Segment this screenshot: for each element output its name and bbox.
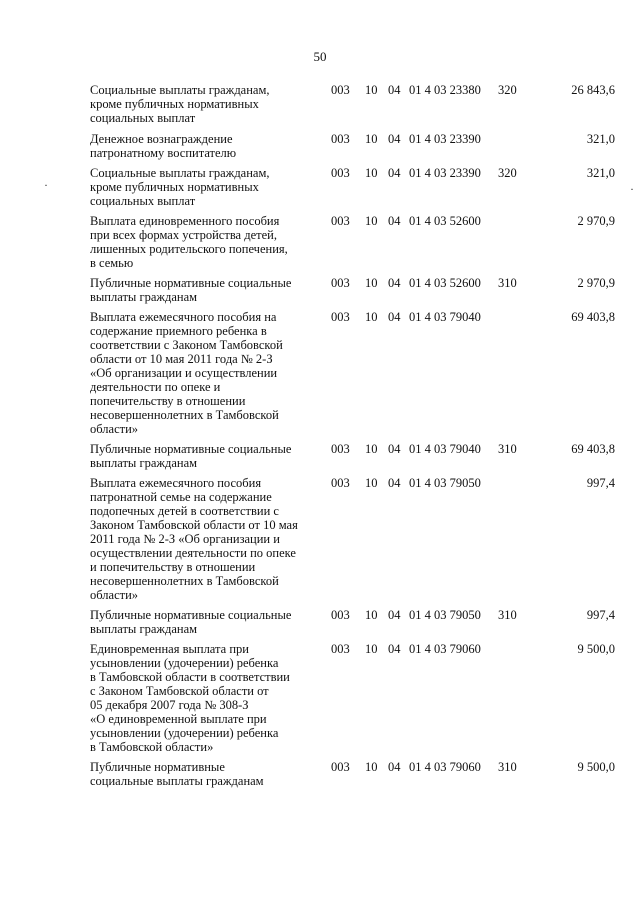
table-row xyxy=(90,310,615,436)
expense-type-code: 310 xyxy=(498,442,517,456)
ministry-code: 003 xyxy=(331,608,350,622)
subsection-code: 04 xyxy=(388,276,401,290)
subsection-code: 04 xyxy=(388,310,401,324)
subsection-code: 04 xyxy=(388,642,401,656)
expense-type-code: 310 xyxy=(498,276,517,290)
amount: 997,4 xyxy=(586,476,615,490)
table-row xyxy=(90,442,615,470)
amount: 9 500,0 xyxy=(577,642,615,656)
amount: 26 843,6 xyxy=(571,83,615,97)
article-code: 01 4 03 79040 xyxy=(409,310,481,324)
section-code: 10 xyxy=(365,132,378,146)
page-number: 50 xyxy=(313,49,327,64)
budget-table xyxy=(90,83,615,794)
ministry-code: 003 xyxy=(331,276,350,290)
expense-type-code: 310 xyxy=(498,760,517,774)
article-code: 01 4 03 79040 xyxy=(409,442,481,456)
row-description: Выплата единовременного пособия при всех формах устройства детей, лишенных родительского попечения, в семью xyxy=(90,214,288,270)
section-code: 10 xyxy=(365,166,378,180)
article-code: 01 4 03 52600 xyxy=(409,214,481,228)
ministry-code: 003 xyxy=(331,214,350,228)
section-code: 10 xyxy=(365,476,378,490)
table-row xyxy=(90,276,615,304)
subsection-code: 04 xyxy=(388,132,401,146)
ministry-code: 003 xyxy=(331,83,350,97)
section-code: 10 xyxy=(365,608,378,622)
table-row xyxy=(90,166,615,208)
row-description: Социальные выплаты гражданам, кроме публичных нормативных социальных выплат xyxy=(90,166,270,208)
amount: 69 403,8 xyxy=(571,310,615,324)
row-description: Выплата ежемесячного пособия на содержание приемного ребенка в соответствии с Законом Тамбовской области от 10 мая 2011 года № 2-З «Об организации и осуществлении деятельности по опеке и попечительству в отношении несовершеннолетних в Тамбовской области» xyxy=(90,310,283,436)
subsection-code: 04 xyxy=(388,608,401,622)
row-description: Публичные нормативные социальные выплаты гражданам xyxy=(90,608,292,636)
amount: 69 403,8 xyxy=(571,442,615,456)
article-code: 01 4 03 79060 xyxy=(409,642,481,656)
row-description: Публичные нормативные социальные выплаты гражданам xyxy=(90,276,292,304)
ministry-code: 003 xyxy=(331,132,350,146)
article-code: 01 4 03 23380 xyxy=(409,83,481,97)
row-description: Публичные нормативные социальные выплаты гражданам xyxy=(90,760,264,788)
scan-dot-mark: · xyxy=(44,178,48,192)
section-code: 10 xyxy=(365,83,378,97)
ministry-code: 003 xyxy=(331,642,350,656)
subsection-code: 04 xyxy=(388,214,401,228)
ministry-code: 003 xyxy=(331,476,350,490)
section-code: 10 xyxy=(365,760,378,774)
expense-type-code: 310 xyxy=(498,608,517,622)
amount: 2 970,9 xyxy=(577,214,615,228)
table-row xyxy=(90,132,615,160)
section-code: 10 xyxy=(365,442,378,456)
section-code: 10 xyxy=(365,310,378,324)
article-code: 01 4 03 79060 xyxy=(409,760,481,774)
table-row xyxy=(90,760,615,788)
article-code: 01 4 03 52600 xyxy=(409,276,481,290)
table-row xyxy=(90,642,615,754)
table-row xyxy=(90,83,615,125)
amount: 9 500,0 xyxy=(577,760,615,774)
row-description: Публичные нормативные социальные выплаты гражданам xyxy=(90,442,292,470)
scan-dot-mark: · xyxy=(630,182,634,196)
table-row xyxy=(90,476,615,602)
amount: 321,0 xyxy=(586,132,615,146)
section-code: 10 xyxy=(365,642,378,656)
ministry-code: 003 xyxy=(331,310,350,324)
expense-type-code: 320 xyxy=(498,166,517,180)
article-code: 01 4 03 79050 xyxy=(409,608,481,622)
ministry-code: 003 xyxy=(331,166,350,180)
row-description: Единовременная выплата при усыновлении (удочерении) ребенка в Тамбовской области в соответствии с Законом Тамбовской области от 05 декабря 2007 года № 308-З «О единовременной выплате при усыновлении (удочерении) ребенка в Тамбовской области» xyxy=(90,642,290,754)
ministry-code: 003 xyxy=(331,760,350,774)
section-code: 10 xyxy=(365,214,378,228)
subsection-code: 04 xyxy=(388,83,401,97)
row-description: Выплата ежемесячного пособия патронатной семье на содержание подопечных детей в соответствии с Законом Тамбовской области от 10 мая 2011 года № 2-З «Об организации и осуществлении деятельности по опеке и попечительству в отношении несовершеннолетних в Тамбовской области» xyxy=(90,476,298,602)
subsection-code: 04 xyxy=(388,442,401,456)
expense-type-code: 320 xyxy=(498,83,517,97)
article-code: 01 4 03 23390 xyxy=(409,132,481,146)
row-description: Денежное вознаграждение патронатному воспитателю xyxy=(90,132,237,160)
amount: 321,0 xyxy=(586,166,615,180)
article-code: 01 4 03 79050 xyxy=(409,476,481,490)
table-row xyxy=(90,608,615,636)
article-code: 01 4 03 23390 xyxy=(409,166,481,180)
ministry-code: 003 xyxy=(331,442,350,456)
amount: 2 970,9 xyxy=(577,276,615,290)
table-row xyxy=(90,214,615,270)
subsection-code: 04 xyxy=(388,166,401,180)
row-description: Социальные выплаты гражданам, кроме публичных нормативных социальных выплат xyxy=(90,83,270,125)
amount: 997,4 xyxy=(586,608,615,622)
subsection-code: 04 xyxy=(388,760,401,774)
subsection-code: 04 xyxy=(388,476,401,490)
section-code: 10 xyxy=(365,276,378,290)
